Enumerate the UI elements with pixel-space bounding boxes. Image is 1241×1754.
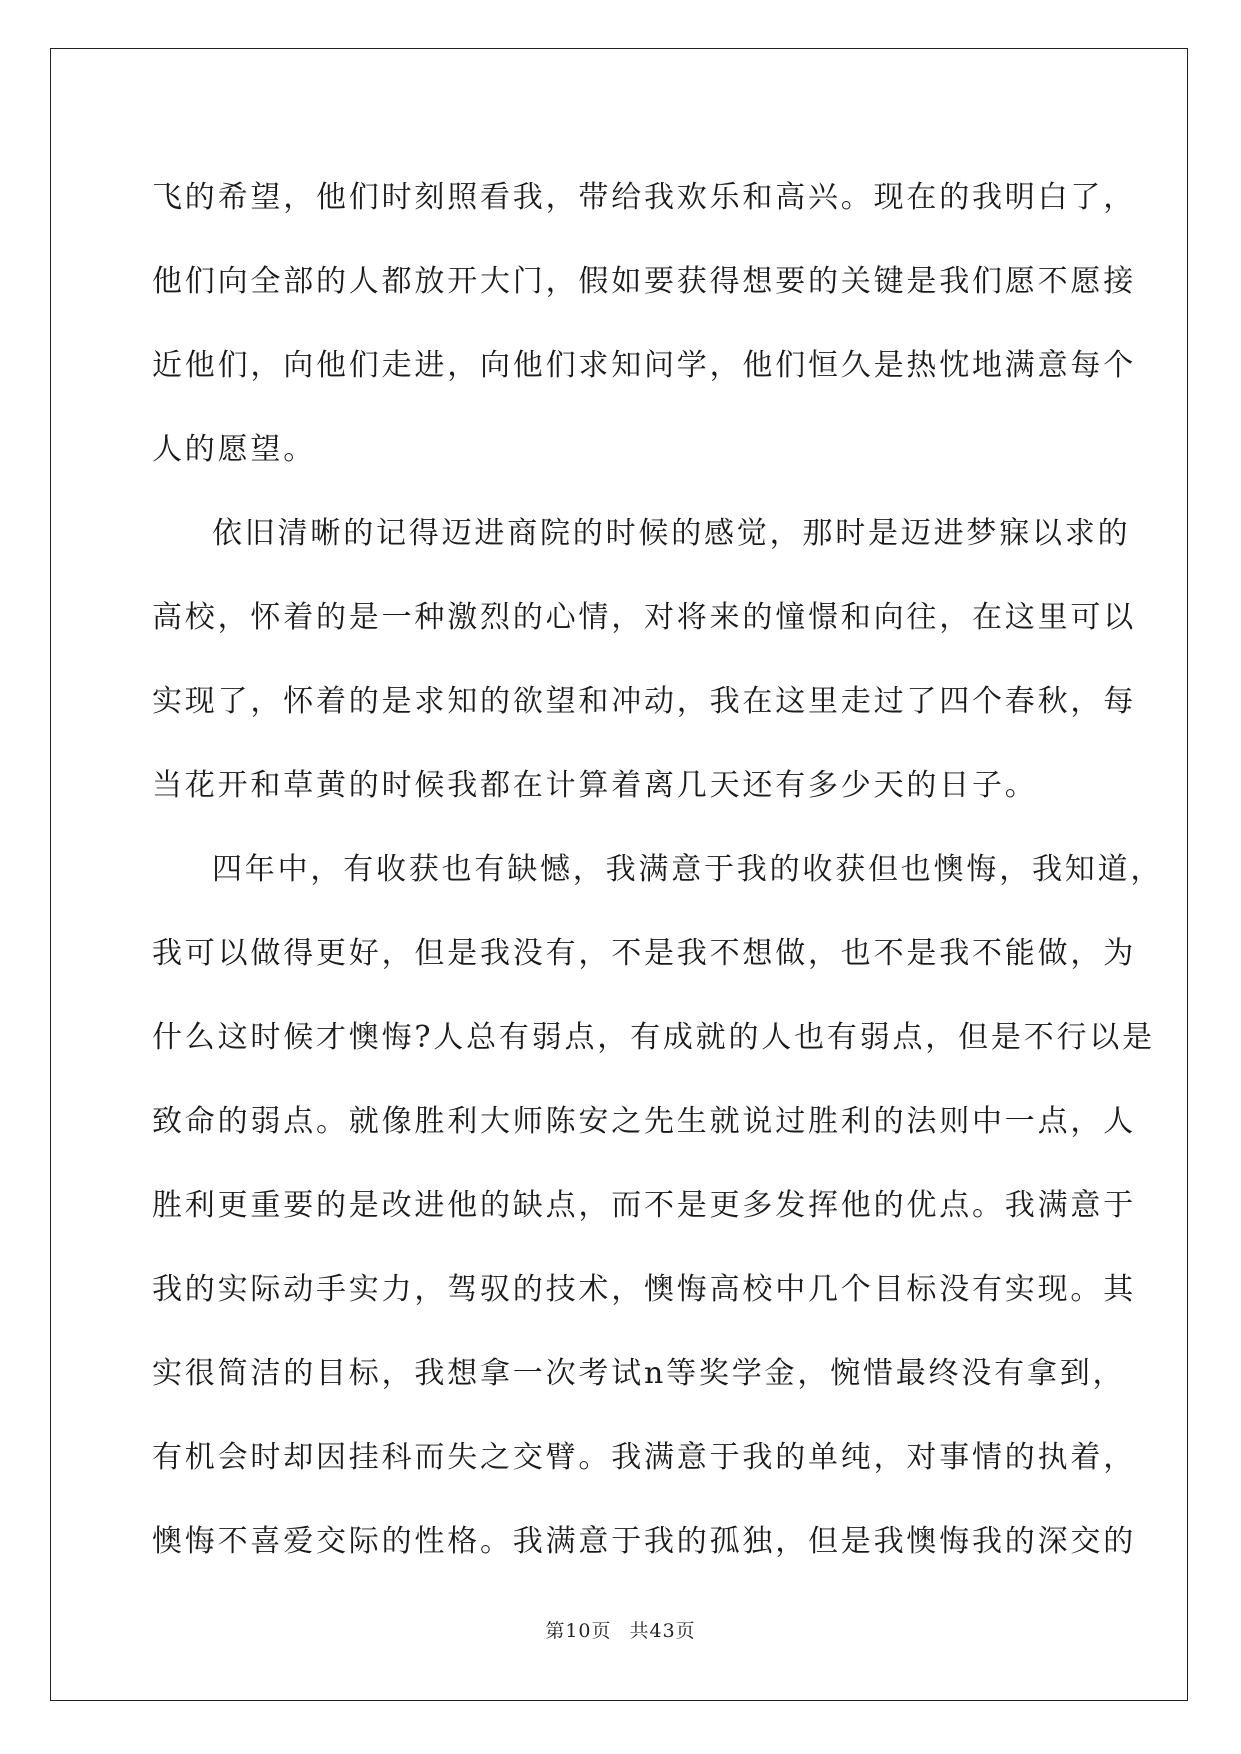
text-line: 什么这时候才懊悔?人总有弱点，有成就的人也有弱点，但是不行以是 [152, 1020, 1155, 1055]
body-text [152, 156, 1164, 1584]
paragraph-first-line: 依旧清晰的记得迈进商院的时候的感觉，那时是迈进梦寐以求的 [212, 516, 1131, 551]
text-line: 飞的希望，他们时刻照看我，带给我欢乐和高兴。现在的我明白了， [152, 180, 1136, 215]
text-line: 当花开和草黄的时候我都在计算着离几天还有多少天的日子。 [152, 768, 1038, 803]
text-line: 致命的弱点。就像胜利大师陈安之先生就说过胜利的法则中一点，人 [152, 1104, 1136, 1139]
text-line: 胜利更重要的是改进他的缺点，而不是更多发挥他的优点。我满意于 [152, 1188, 1136, 1223]
text-line: 他们向全部的人都放开大门，假如要获得想要的关键是我们愿不愿接 [152, 264, 1136, 299]
text-line: 懊悔不喜爱交际的性格。我满意于我的孤独，但是我懊悔我的深交的 [152, 1524, 1136, 1559]
text-line: 我的实际动手实力，驾驭的技术，懊悔高校中几个目标没有实现。其 [152, 1272, 1136, 1307]
page-footer [0, 1616, 1241, 1643]
page-number: 第10页 [545, 1620, 612, 1642]
text-line: 有机会时却因挂科而失之交臂。我满意于我的单纯，对事情的执着， [152, 1440, 1136, 1475]
paragraph-first-line: 四年中，有收获也有缺憾，我满意于我的收获但也懊悔，我知道， [212, 852, 1164, 887]
text-line: 人的愿望。 [152, 432, 316, 467]
text-line: 近他们，向他们走进，向他们求知问学，他们恒久是热忱地满意每个 [152, 348, 1136, 383]
text-line: 我可以做得更好，但是我没有，不是我不想做，也不是我不能做，为 [152, 936, 1136, 971]
text-line: 实很简洁的目标，我想拿一次考试n等奖学金，惋惜最终没有拿到， [152, 1356, 1126, 1391]
text-line: 高校，怀着的是一种激烈的心情，对将来的憧憬和向往，在这里可以 [152, 600, 1136, 635]
text-line: 实现了，怀着的是求知的欲望和冲动，我在这里走过了四个春秋，每 [152, 684, 1136, 719]
total-pages: 共43页 [629, 1620, 696, 1642]
